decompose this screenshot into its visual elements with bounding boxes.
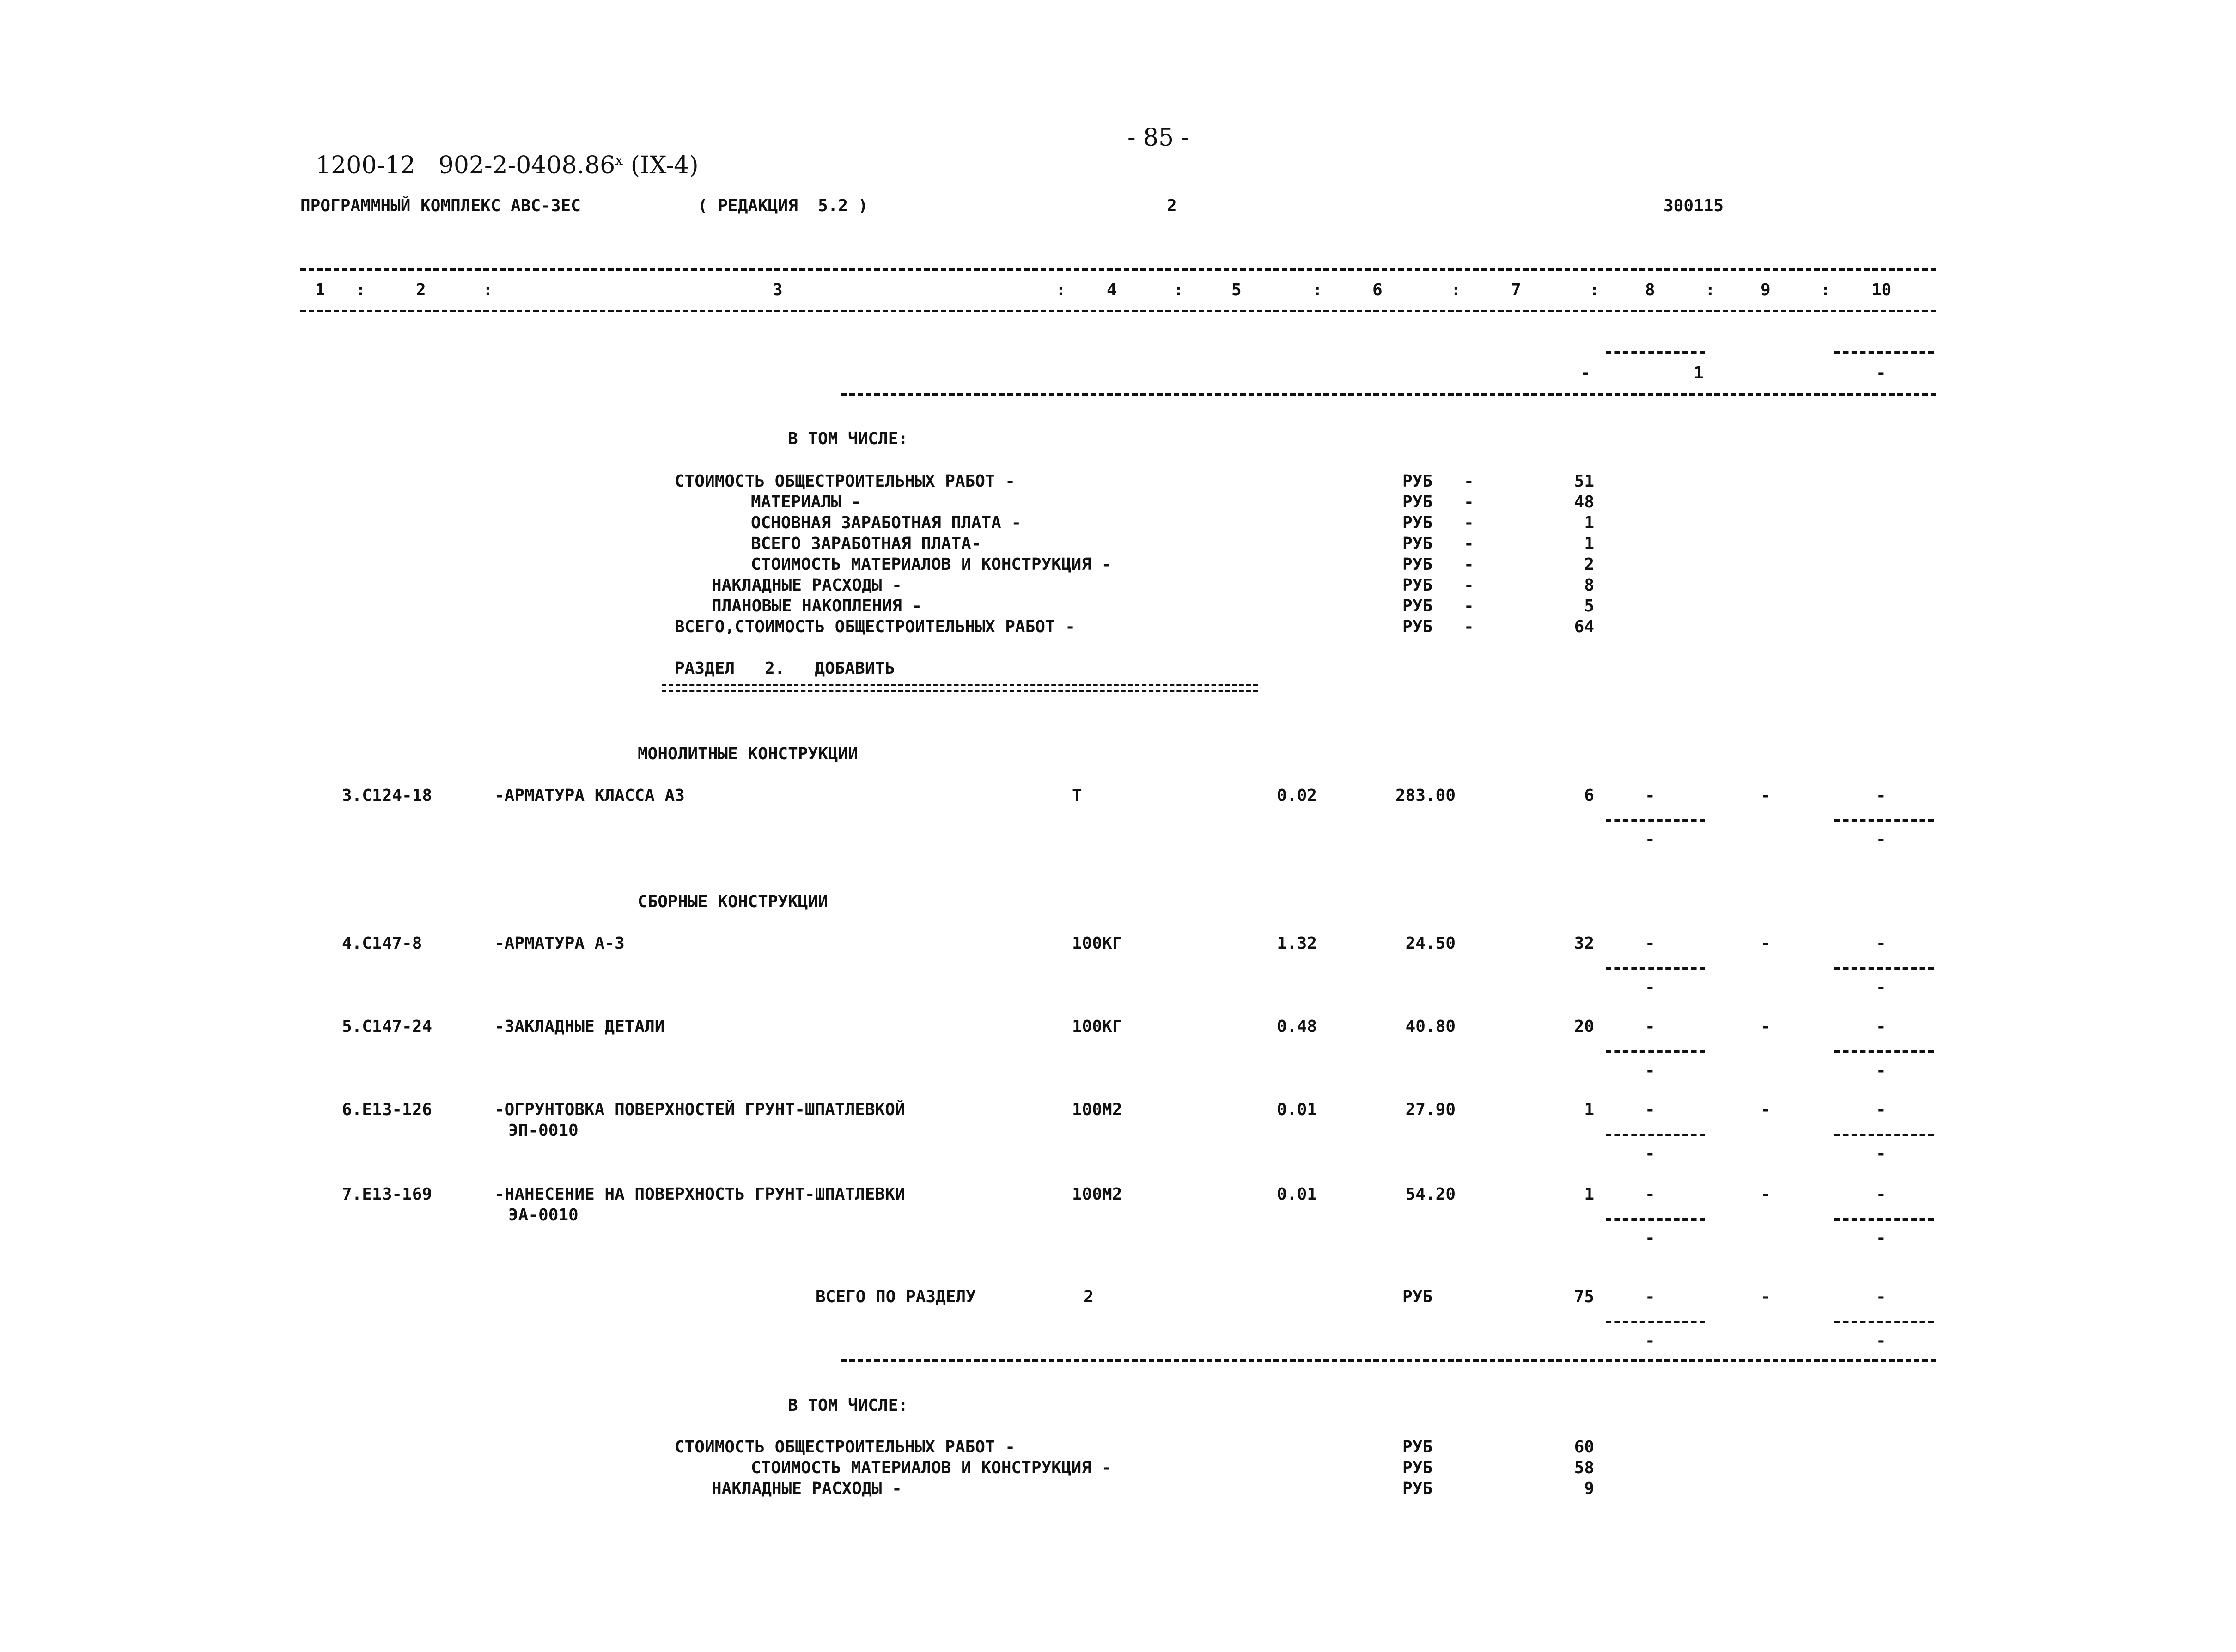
item-qty: 0.48 [1277, 1017, 1317, 1036]
summary-unit: РУБ [1402, 1479, 1433, 1498]
item-col8-bottom: - [1645, 1061, 1655, 1080]
summary-value: 64 [1574, 617, 1594, 636]
summary-label: ВСЕГО,СТОИМОСТЬ ОБЩЕСТРОИТЕЛЬНЫХ РАБОТ - [675, 617, 1075, 636]
item-code: 3.С124-18 [342, 786, 433, 805]
summary-sep: - [1464, 472, 1474, 491]
item-code: 4.С147-8 [342, 934, 422, 953]
col-sep: : [1821, 280, 1831, 299]
item-col10-bottom: - [1876, 830, 1886, 849]
summary-label: СТОИМОСТЬ МАТЕРИАЛОВ И КОНСТРУКЦИЯ - [751, 1458, 1112, 1477]
col-10: 10 [1871, 280, 1892, 299]
total-col10-top: - [1876, 1287, 1886, 1306]
cell-rule [1834, 967, 1934, 970]
table-header-rule [300, 310, 1936, 312]
item-unit: 100КГ [1072, 934, 1122, 953]
item-name: -ОГРУНТОВКА ПОВЕРХНОСТЕЙ ГРУНТ-ШПАТЛЕВКОЙ [494, 1100, 905, 1119]
summary-sep: - [1464, 513, 1474, 532]
col-sep: : [1056, 280, 1066, 299]
item-col9: - [1761, 934, 1771, 953]
summary-label: НАКЛАДНЫЕ РАСХОДЫ - [712, 576, 902, 595]
col-4: 4 [1107, 280, 1117, 299]
col-8: 8 [1645, 280, 1655, 299]
item-col8-bottom: - [1645, 1229, 1655, 1248]
item-total: 6 [1584, 786, 1594, 805]
header-doc-number: 902-2-0408.86 [438, 152, 615, 179]
section2-total-label: ВСЕГО ПО РАЗДЕЛУ [816, 1287, 976, 1306]
item-qty: 1.32 [1277, 934, 1317, 953]
item-col9: - [1761, 1017, 1771, 1036]
item-unit: 100КГ [1072, 1017, 1122, 1036]
item-total: 1 [1584, 1185, 1594, 1204]
summary-value: 48 [1574, 493, 1594, 512]
summary-value: 60 [1574, 1438, 1594, 1457]
col-5: 5 [1231, 280, 1242, 299]
item-col10-top: - [1876, 1185, 1886, 1204]
item-col8-bottom: - [1645, 830, 1655, 849]
summary-label: МАТЕРИАЛЫ - [751, 493, 861, 512]
cell-rule [1606, 1050, 1705, 1053]
summary-sep: - [1464, 597, 1474, 616]
col-sep: : [1451, 280, 1461, 299]
col-sep: : [1705, 280, 1715, 299]
item-total: 1 [1584, 1100, 1594, 1119]
cell-rule [1834, 351, 1934, 354]
item-name-cont: ЭА-0010 [508, 1206, 579, 1225]
summary-unit: РУБ [1402, 597, 1433, 616]
item-col9: - [1761, 786, 1771, 805]
summary-sep: - [1464, 617, 1474, 636]
cell-rule [1834, 1050, 1934, 1053]
program-title: ПРОГРАММНЫЙ КОМПЛЕКС АВС-3ЕС [300, 196, 581, 215]
cell-rule [1606, 1134, 1705, 1136]
cell-rule [1606, 1218, 1705, 1221]
col-sep: : [1174, 280, 1184, 299]
summary-label: СТОИМОСТЬ ОБЩЕСТРОИТЕЛЬНЫХ РАБОТ - [675, 1438, 1015, 1457]
summary-unit: РУБ [1402, 555, 1433, 574]
summary-label: ВСЕГО ЗАРАБОТНАЯ ПЛАТА- [751, 534, 981, 553]
item-col10-bottom: - [1876, 1144, 1886, 1163]
item-col8-top: - [1645, 1185, 1655, 1204]
item-col10-top: - [1876, 1100, 1886, 1119]
col-2: 2 [416, 280, 426, 299]
item-col8-top: - [1645, 1100, 1655, 1119]
section1-rule [841, 393, 1936, 396]
header-doc-sup: x [615, 152, 623, 169]
item-col8-top: - [1645, 786, 1655, 805]
section1-summary-heading: В ТОМ ЧИСЛЕ: [788, 429, 908, 448]
section2-rule [841, 1359, 1936, 1362]
item-qty: 0.02 [1277, 786, 1317, 805]
header-code: 1200-12 [316, 152, 416, 179]
top-cell-left: - [1580, 364, 1590, 383]
summary-unit: РУБ [1402, 534, 1433, 553]
summary-value: 5 [1584, 597, 1594, 616]
summary-value: 2 [1584, 555, 1594, 574]
group-prefab-heading: СБОРНЫЕ КОНСТРУКЦИИ [638, 892, 828, 911]
section2-title-underline [662, 684, 1258, 692]
item-price: 24.50 [1405, 934, 1456, 953]
summary-value: 58 [1574, 1458, 1594, 1477]
col-sep: : [356, 280, 366, 299]
col-sep: : [1312, 280, 1322, 299]
total-col8-top: - [1645, 1287, 1655, 1306]
col-1: 1 [315, 280, 325, 299]
cell-rule [1606, 967, 1705, 970]
summary-unit: РУБ [1402, 513, 1433, 532]
item-col10-bottom: - [1876, 978, 1886, 997]
item-code: 7.Е13-169 [342, 1185, 433, 1204]
section2-total-unit: РУБ [1402, 1287, 1433, 1306]
group-monolithic-heading: МОНОЛИТНЫЕ КОНСТРУКЦИИ [638, 744, 858, 763]
item-col10-bottom: - [1876, 1061, 1886, 1080]
total-col8-bottom: - [1645, 1331, 1655, 1350]
item-qty: 0.01 [1277, 1100, 1317, 1119]
item-col10-top: - [1876, 786, 1886, 805]
program-code: 300115 [1663, 196, 1724, 215]
item-name-cont: ЭП-0010 [508, 1121, 579, 1140]
document-code [300, 124, 699, 179]
section2-title: РАЗДЕЛ 2. ДОБАВИТЬ [675, 659, 895, 678]
summary-label: НАКЛАДНЫЕ РАСХОДЫ - [712, 1479, 902, 1498]
header-doc-suffix: (IX-4) [630, 152, 699, 179]
cell-rule [1834, 1218, 1934, 1221]
col-9: 9 [1761, 280, 1771, 299]
item-col8-bottom: - [1645, 978, 1655, 997]
summary-value: 8 [1584, 576, 1594, 595]
item-name: -АРМАТУРА А-3 [494, 934, 625, 953]
summary-unit: РУБ [1402, 617, 1433, 636]
program-edition: ( РЕДАКЦИЯ 5.2 ) [698, 196, 868, 215]
item-code: 6.Е13-126 [342, 1100, 433, 1119]
item-col9: - [1761, 1185, 1771, 1204]
summary-sep: - [1464, 555, 1474, 574]
section2-total-num: 2 [1084, 1287, 1094, 1306]
item-total: 20 [1574, 1017, 1594, 1036]
page-number: - 85 - [1127, 124, 1190, 152]
summary-sep: - [1464, 493, 1474, 512]
item-price: 54.20 [1405, 1185, 1456, 1204]
total-col10-bottom: - [1876, 1331, 1886, 1350]
cell-rule [1834, 1321, 1934, 1323]
item-col10-top: - [1876, 1017, 1886, 1036]
summary-label: ОСНОВНАЯ ЗАРАБОТНАЯ ПЛАТА - [751, 513, 1022, 532]
col-3: 3 [773, 280, 783, 299]
summary-label: СТОИМОСТЬ МАТЕРИАЛОВ И КОНСТРУКЦИЯ - [751, 555, 1112, 574]
item-name: -ЗАКЛАДНЫЕ ДЕТАЛИ [494, 1017, 665, 1036]
item-col9: - [1761, 1100, 1771, 1119]
summary-unit: РУБ [1402, 1458, 1433, 1477]
col-sep: : [483, 280, 493, 299]
item-col10-bottom: - [1876, 1229, 1886, 1248]
cell-rule [1834, 819, 1934, 822]
item-qty: 0.01 [1277, 1185, 1317, 1204]
item-price: 40.80 [1405, 1017, 1456, 1036]
cell-rule [1606, 1321, 1705, 1323]
summary-sep: - [1464, 534, 1474, 553]
item-code: 5.С147-24 [342, 1017, 433, 1036]
top-cell-right: - [1876, 364, 1886, 383]
item-col8-top: - [1645, 934, 1655, 953]
summary-label: ПЛАНОВЫЕ НАКОПЛЕНИЯ - [712, 597, 922, 616]
item-price: 27.90 [1405, 1100, 1456, 1119]
item-total: 32 [1574, 934, 1594, 953]
item-unit: 100М2 [1072, 1100, 1122, 1119]
item-col8-top: - [1645, 1017, 1655, 1036]
summary-value: 1 [1584, 534, 1594, 553]
summary-unit: РУБ [1402, 1438, 1433, 1457]
program-sheet: 2 [1167, 196, 1177, 215]
section2-summary-heading: В ТОМ ЧИСЛЕ: [788, 1396, 908, 1415]
summary-value: 51 [1574, 472, 1594, 491]
summary-value: 1 [1584, 513, 1594, 532]
summary-value: 9 [1584, 1479, 1594, 1498]
summary-sep: - [1464, 576, 1474, 595]
item-col8-bottom: - [1645, 1144, 1655, 1163]
col-sep: : [1590, 280, 1600, 299]
section2-total-value: 75 [1574, 1287, 1594, 1306]
item-unit: Т [1072, 786, 1082, 805]
summary-unit: РУБ [1402, 472, 1433, 491]
summary-unit: РУБ [1402, 576, 1433, 595]
table-top-rule [300, 268, 1936, 271]
item-name: -НАНЕСЕНИЕ НА ПОВЕРХНОСТЬ ГРУНТ-ШПАТЛЕВКИ [494, 1185, 905, 1204]
total-col9: - [1761, 1287, 1771, 1306]
summary-unit: РУБ [1402, 493, 1433, 512]
cell-rule [1834, 1134, 1934, 1136]
summary-label: СТОИМОСТЬ ОБЩЕСТРОИТЕЛЬНЫХ РАБОТ - [675, 472, 1015, 491]
item-col10-top: - [1876, 934, 1886, 953]
item-unit: 100М2 [1072, 1185, 1122, 1204]
col-7: 7 [1511, 280, 1521, 299]
top-cell-mid: 1 [1694, 364, 1704, 383]
col-6: 6 [1372, 280, 1383, 299]
cell-rule [1606, 351, 1705, 354]
item-price: 283.00 [1395, 786, 1456, 805]
item-name: -АРМАТУРА КЛАССА А3 [494, 786, 685, 805]
cell-rule [1606, 819, 1705, 822]
